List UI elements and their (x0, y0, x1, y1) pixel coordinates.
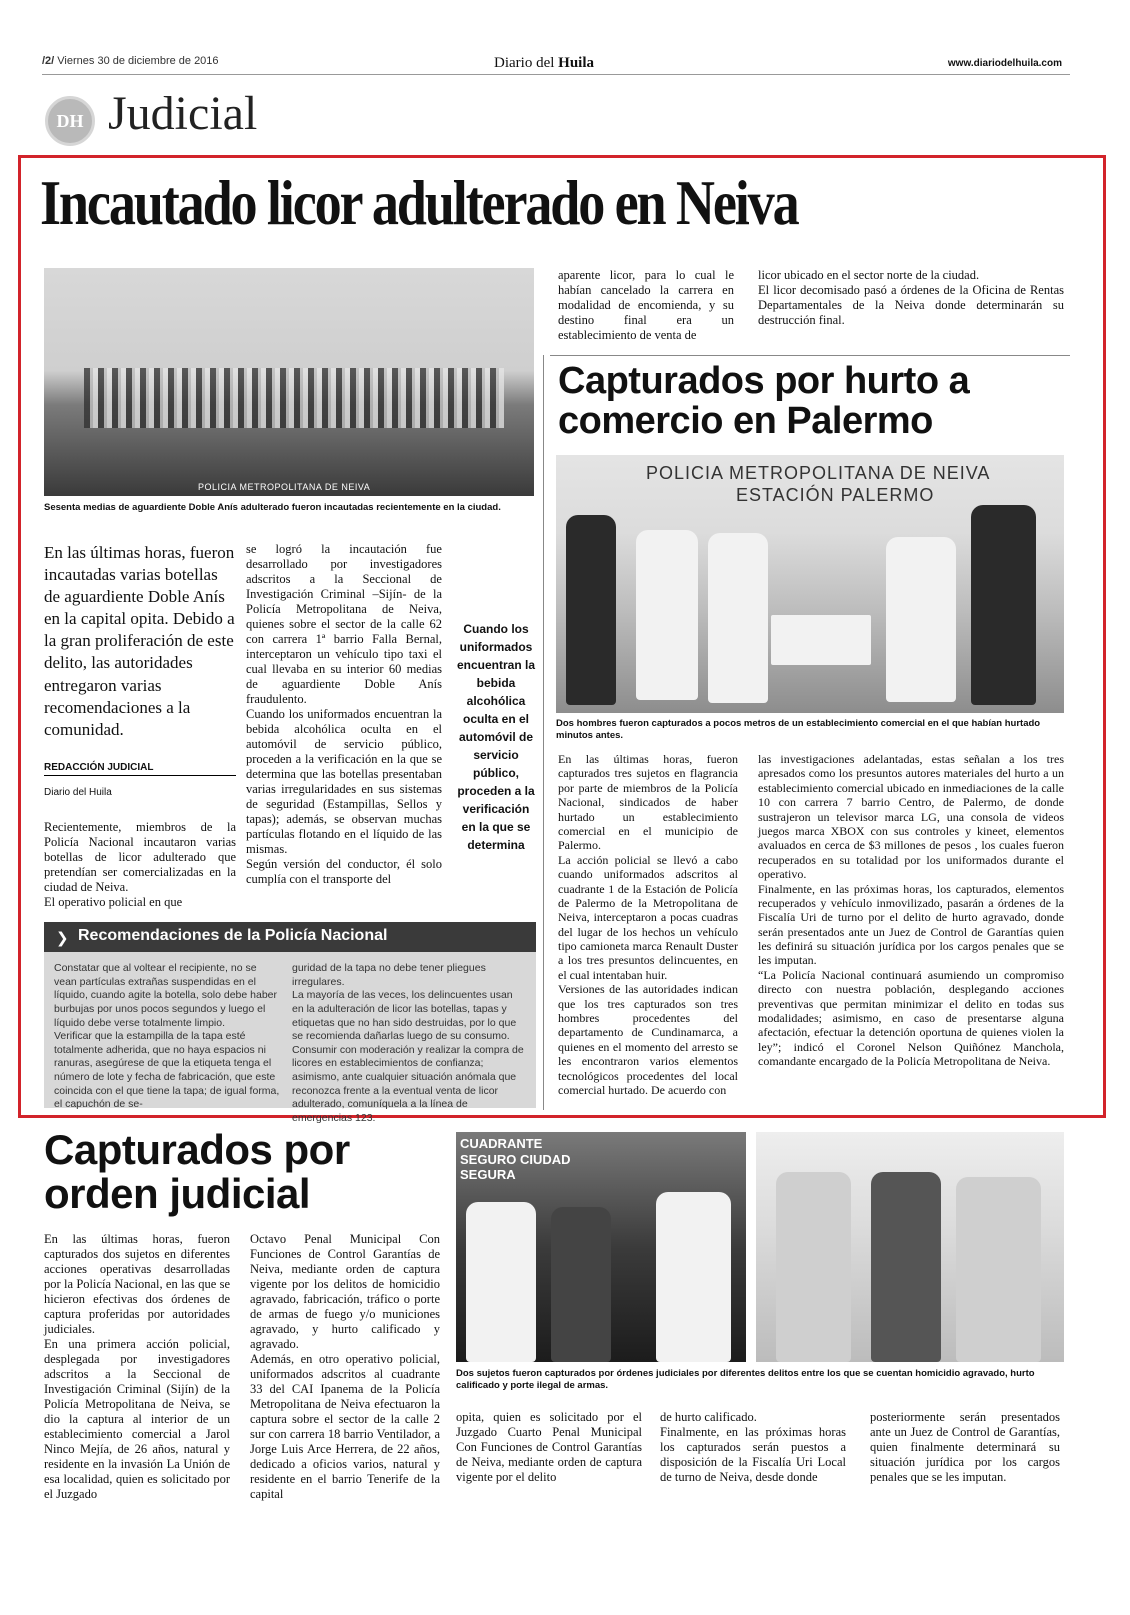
article3-col3: opita, quien es solicitado por el Juzgado Cuarto Penal Municipal Con Funciones de Control Garantías de Neiva, mediante orden de captura vigente por el delito (456, 1410, 642, 1484)
person-figure (466, 1202, 536, 1362)
article3-col5: posteriormente serán presentados ante un Juez de Control de Garantías, quien finalmente determinará su situación jurídica por los cargos penales que se les imputan. (870, 1410, 1060, 1484)
recommendations-col2: guridad de la tapa no debe tener pliegues irregulares. La mayoría de las veces, los delincuentes usan en la adulteración de licor las botellas, tapas y etiquetas que no han sido destruidas, por lo que se recomienda dañarlas luego de su consumo. Consumir con moderación y realizar la compra de licores en establecimientos de confianza; asimismo, ante cualquier situación anómala que reconozca frente a la eventual venta de licor adulterado, comuníquela a la línea de emergencias 123. (292, 962, 524, 1125)
officer-figure (776, 1172, 851, 1362)
article1-photo-banner: POLICIA METROPOLITANA DE NEIVA (198, 482, 371, 492)
page-number: /2/ (42, 55, 55, 67)
article1-col1: Recientemente, miembros de la Policía Nacional incautaron varias botellas de licor adulterado que pretendían ser comercializadas en la ciudad de Neiva. El operativo policial en que (44, 820, 236, 909)
article1-headline: Incautado licor adulterado en Neiva (40, 168, 798, 238)
officer-figure (971, 505, 1036, 705)
person-figure (886, 537, 956, 702)
section-title: Judicial (108, 87, 258, 140)
article2-headline: Capturados por hurto a comercio en Palermo (558, 360, 970, 442)
article2-caption: Dos hombres fueron capturados a pocos metros de un establecimiento comercial en el que habían hurtado minutos antes. (556, 718, 1041, 742)
article3-photo-a (456, 1132, 746, 1362)
bottles-image (84, 368, 504, 428)
article3-caption: Dos sujetos fueron capturados por órdenes judiciales por diferentes delitos entre los que se cuentan homicidio agravado, hurto calificado y porte ilegal de armas. (456, 1368, 1035, 1392)
article1-col3: aparente licor, para lo cual le habían cancelado la carrera en modalidad de encomienda, y su destino final era un establecimiento de venta de (558, 268, 734, 342)
article3-col2: Octavo Penal Municipal Con Funciones de Control Garantías de Neiva, mediante orden de captura vigente por los delitos de homicidio agravado, fabricación, tráfico o porte de armas de fuego y/o municiones agravado, y hurto calificado y agravado. Además, en otro operativo policial, uniformados adscritos al cuadrante 33 del CAI Ipanema de la Policía Metropolitana de Neiva efectuaron la captura sobre el sector de la calle 2 sur con carrera 18 barrio Ventilador, a Jorge Luis Arce Herrera, de 22 años, dedicado a oficios varios, natural y residente en el barrio Tenerife de la capital (250, 1232, 440, 1501)
article1-caption: Sesenta medias de aguardiente Doble Anís adulterado fueron incautadas recientemente en la ciudad. (44, 502, 501, 513)
article1-col2: se logró la incautación fue desarrollado por investigadores adscritos a la Seccional de Investigación Criminal –Sijín- de la Policía Metropolitana de Neiva, quienes sobre el sector de la calle 62 con carrera 1ª barrio Falla Bernal, interceptaron un vehículo tipo taxi el cual llevaba en su interior 60 medias de aguardiente Doble Anís fraudulento. Cuando los uniformados encuentran la bebida alcohólica oculta en el automóvil de servicio público, proceden a la verificación en la que se determina que las botellas presentaban varias irregularidades en sus sistemas de seguridad (Estampillas, Sellos y tapas); además, se observan muchas partículas flotando en el líquido de las mismas. Según versión del conductor, él solo cumplía con el transporte del (246, 542, 442, 886)
article3-photo-banner: CUADRANTE SEGURO CIUDAD SEGURA (460, 1136, 571, 1183)
article2-photo-banner-1: POLICIA METROPOLITANA DE NEIVA (646, 463, 991, 483)
page-date-line (42, 55, 219, 67)
article1-photo (44, 268, 534, 496)
table-figure (771, 615, 871, 665)
recommendations-col1: Constatar que al voltear el recipiente, no se vean partículas extrañas suspendidas en el líquido, cuando agite la botella, solo debe haber burbujas por unos pocos segundos y luego el líquido debe verse totalmente limpio. Verificar que la estampilla de la tapa esté totalmente adherida, que no haya espacios ni ranuras, asegúrese de que la etiqueta tenga el número de lote y fecha de fabricación, que este coincida con el que tiene la tapa; de igual forma, el capuchón de se- (54, 962, 280, 1111)
article3-col1: En las últimas horas, fueron capturados dos sujetos en diferentes acciones operativas desarrolladas por la Policía Nacional, en las que se hicieron efectivas dos órdenes de captura proferidas por autoridades judiciales. En una primera acción policial, desplegada por investigadores adscritos a la Seccional de Investigación Criminal (Sijín) de la Policía Metropolitana de Neiva, se dio la captura al interior de un establecimiento comercial a Jarol Ninco Mejía, de 26 años, natural y residente en la invasión La Unión de esa localidad, quien es solicitado por el Juzgado (44, 1232, 230, 1501)
article2-top-rule (550, 355, 1070, 356)
article3-headline: Capturados por orden judicial (44, 1126, 350, 1218)
article1-lead: En las últimas horas, fueron incautadas varias botellas de aguardiente Doble Anís en la capital opita. Debido a la gran proliferación de este delito, las autoridades entregaron varias recomendaciones a la comunidad. (44, 543, 235, 739)
person-figure (636, 530, 698, 700)
dh-logo-icon: DH (45, 96, 95, 146)
officer-figure (566, 515, 616, 705)
article3-col4: de hurto calificado. Finalmente, en las próximas horas los capturados serán puestos a disposición de la Fiscalía Uri Local de turno de Neiva, desde donde (660, 1410, 846, 1484)
article2-photo (556, 455, 1064, 713)
article2-divider (543, 355, 544, 1110)
article2-col2: las investigaciones adelantadas, estas señalan a los tres apresados como los presuntos autores materiales del hurto a un establecimiento comercial ubicado en inmediaciones de la calle 10 con carrera 7 barrio Centro, de Palermo, de donde sustrajeron un televisor marca LG, una consola de videos juegos marca XBOX con sus controles y kineet, elementos avaluados en cerca de $3 millones de pesos , los cuales fueron recuperados en su totalidad por los uniformados durante el operativo. Finalmente, en las próximas horas, los capturados, elementos recuperados y vehículo inmovilizado, pasarán a órdenes de la Fiscalía Uri de turno por el delito de hurto agravado, donde serán presentados ante un Juez de Control de Garantías quien les definirá su situación jurídica por los cargos penales que se les imputan. “La Policía Nacional continuará asumiendo un compromiso directo con nuestra población, desplegando acciones preventivas que permitan minimizar el delito en todas sus modalidades; asimismo, en caso de presentarse alguna afectación, efectuar la detención oportuna de quienes violen la ley”; indicó el Coronel Nelson Quiñónez Manchola, comandante encargado de la Policía Metropolitana de Neiva. (758, 752, 1064, 1069)
person-figure (871, 1172, 941, 1362)
masthead-rule (42, 74, 1070, 75)
article1-pull-quote: Cuando los uniformados encuentran la bebida alcohólica oculta en el automóvil de servicio público, proceden a la verificación en la que se determina (456, 622, 536, 852)
officer-figure (656, 1192, 731, 1362)
article1-byline-paper: Diario del Huila (44, 787, 112, 798)
paper-name: Diario del Huila (494, 55, 595, 71)
article1-col4: licor ubicado en el sector norte de la ciudad. El licor decomisado pasó a órdenes de la Oficina de Rentas Departamentales de la Neiva donde determinarán su destrucción final. (758, 268, 1064, 327)
article2-photo-banner-2: ESTACIÓN PALERMO (736, 485, 935, 505)
person-figure (551, 1207, 611, 1362)
issue-date: Viernes 30 de diciembre de 2016 (57, 55, 219, 67)
officer-figure (956, 1177, 1041, 1362)
person-figure (708, 533, 768, 703)
article1-byline-author: REDACCIÓN JUDICIAL (44, 762, 236, 776)
chevron-right-icon: ❯ (56, 929, 69, 947)
article2-col1: En las últimas horas, fueron capturados tres sujetos en flagrancia por parte de miembros de la Policía Nacional, sindicados de haber hurtado un establecimiento comercial en el municipio de Palermo. La acción policial se llevó a cabo cuando uniformados adscritos al cuadrante 1 de la Estación de Policía de Palermo de la Metropolitana de Neiva, interceptaron a pocas cuadras del lugar de los hechos un vehículo tipo camioneta marca Renault Duster a los tres presuntos delincuentes, en el cual intentaban huir. Versiones de las autoridades indican que los tres capturados son tres hombres procedentes del departamento de Cundinamarca, a quienes en el momento del arresto se les encontraron varios elementos tecnológicos procedentes del local comercial hurtado. De acuerdo con (558, 752, 738, 1097)
article3-photo-b (756, 1132, 1064, 1362)
recommendations-title: Recomendaciones de la Policía Nacional (44, 922, 536, 952)
website-link[interactable]: www.diariodelhuila.com (947, 58, 1062, 69)
